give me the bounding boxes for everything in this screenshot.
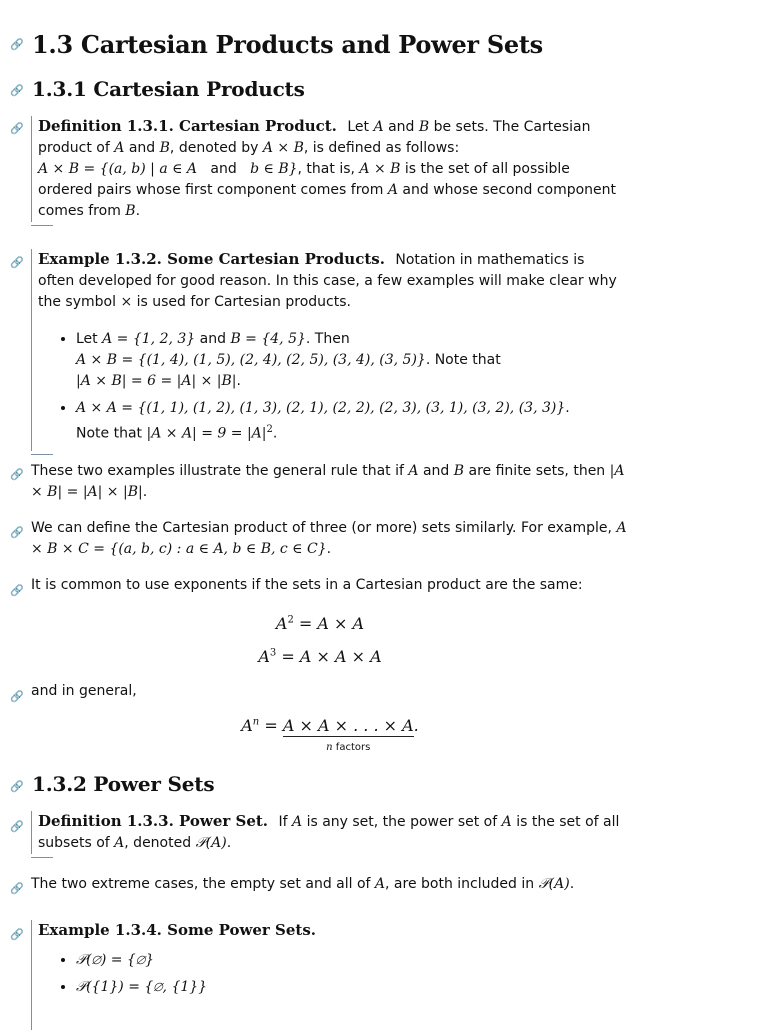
paragraph-extreme-cases: The two extreme cases, the empty set and all of A, are both included in 𝒫(A).	[31, 876, 575, 892]
permalink-icon[interactable]: 🔗	[10, 256, 24, 269]
permalink-icon[interactable]: 🔗	[10, 928, 24, 941]
display-equation-a2: $A^2 = A \times A$	[275, 614, 365, 633]
list-item: • 𝒫(∅) = {∅}	[76, 950, 623, 971]
example-power-sets	[31, 920, 623, 1030]
section-heading-cartesian: 1.3.1 Cartesian Products	[32, 77, 305, 101]
block-corner	[31, 454, 53, 455]
block-corner	[31, 857, 53, 858]
underbrace: A × A × . . . × A n factors	[282, 716, 414, 753]
definition-title: Definition 1.3.1. Cartesian Product.	[38, 117, 337, 135]
display-equation-an: $A^n = A \times A$ × . . . × A n factors.	[241, 716, 419, 753]
example-list	[38, 329, 623, 445]
permalink-icon[interactable]: 🔗	[10, 38, 24, 51]
definition-cartesian-product: Definition 1.3.1. Cartesian Product. Let A and B be sets. The Cartesian product of A and B, denoted by A × B, is defined as follows: A × B = {(a, b) | a ∈ A and b ∈ B}, that is, A × B is the set of all possible ordered pairs whose first component comes from A and whose second component comes from B.	[31, 116, 623, 222]
paragraph-general-rule: These two examples illustrate the general rule that if A and B are finite sets, then |A × B| = |A| × |B|.	[31, 463, 625, 500]
list-item: • A × A = {(1, 1), (1, 2), (1, 3), (2, 1), (2, 2), (2, 3), (3, 1), (3, 2), (3, 3)}. Note that $|A \times A| = 9 = |A|^2$.	[76, 398, 623, 445]
list-item: • Let A = {1, 2, 3} and B = {4, 5}. Then A × B = {(1, 4), (1, 5), (2, 4), (2, 5), (3, 4), (3, 5)}. Note that |A × B| = 6 = |A| × |B|.	[76, 329, 623, 392]
permalink-icon[interactable]: 🔗	[10, 468, 24, 481]
page-title: 1.3 Cartesian Products and Power Sets	[32, 30, 543, 59]
paragraph-exponents: It is common to use exponents if the sets in a Cartesian product are the same:	[31, 577, 583, 593]
permalink-icon[interactable]: 🔗	[10, 780, 24, 793]
permalink-icon[interactable]: 🔗	[10, 584, 24, 597]
permalink-icon[interactable]: 🔗	[10, 882, 24, 895]
display-equation-a3: $A^3 = A \times A \times A$	[258, 647, 382, 666]
permalink-icon[interactable]: 🔗	[10, 84, 24, 97]
definition-title: Definition 1.3.3. Power Set.	[38, 812, 269, 830]
block-corner	[31, 225, 53, 226]
example-cartesian-products: Example 1.3.2. Some Cartesian Products. Notation in mathematics is often developed for good reason. In this case, a few examples will make clear why the symbol × is used for Cartesian products. • Let A = {1, 2, 3} and B = {4, 5}. Then A × B = {(1, 4), (1, 5), (2, 4), (2, 5), (3, 4), (3, 5)}. Note that |A × B| = 6 = |A| × |B|. • A × A = {(1, 1), (1, 2), (1, 3), (2, 1), (2, 2), (2, 3), (3, 1), (3, 2), (3, 3)}. Note that $|A \times A| = 9 = |A|^2$.	[31, 249, 623, 451]
section-heading-power-sets: 1.3.2 Power Sets	[32, 772, 215, 796]
permalink-icon[interactable]: 🔗	[10, 526, 24, 539]
example-title: Example 1.3.4. Some Power Sets.	[38, 921, 317, 939]
example-title: Example 1.3.2. Some Cartesian Products.	[38, 250, 385, 268]
definition-power-set: Definition 1.3.3. Power Set. If A is any set, the power set of A is the set of all subsets of A, denoted 𝒫(A).	[31, 811, 623, 854]
permalink-icon[interactable]: 🔗	[10, 690, 24, 703]
permalink-icon[interactable]: 🔗	[10, 820, 24, 833]
paragraph-three-sets: We can define the Cartesian product of three (or more) sets similarly. For example, A × B × C = {(a, b, c) : a ∈ A, b ∈ B, c ∈ C}.	[31, 520, 627, 557]
permalink-icon[interactable]: 🔗	[10, 122, 24, 135]
paragraph-in-general: and in general,	[31, 683, 137, 699]
example-list	[38, 950, 623, 998]
list-item: • 𝒫({1}) = {∅, {1}}	[76, 977, 623, 998]
